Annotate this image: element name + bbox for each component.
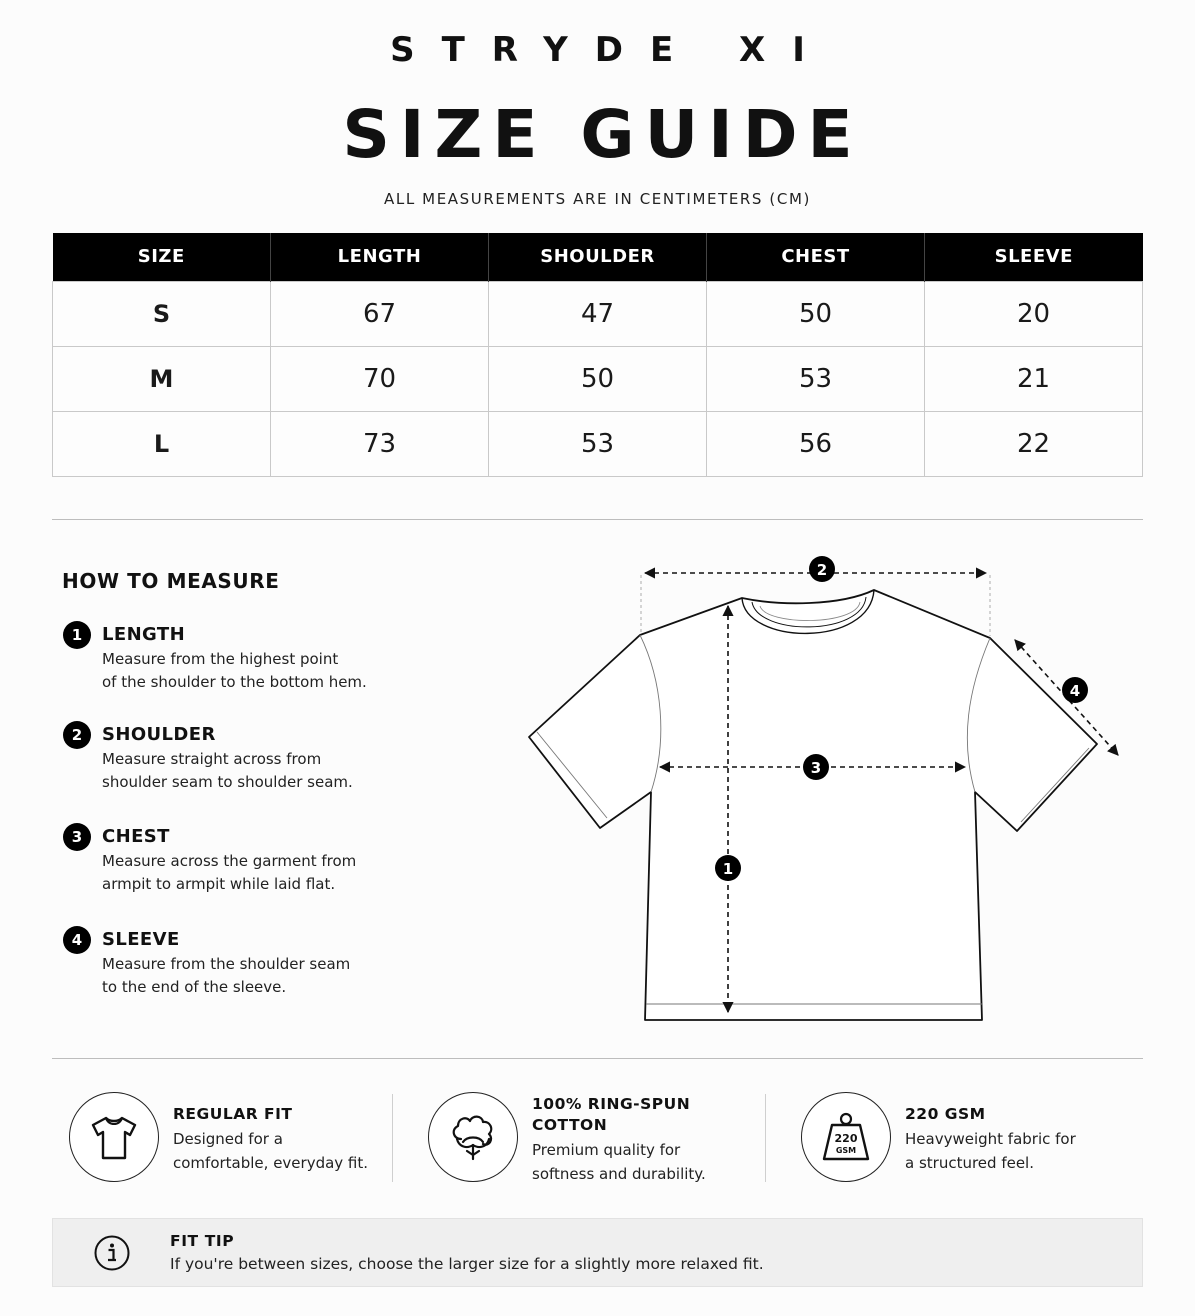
feature-separator bbox=[765, 1094, 766, 1182]
size-label: M bbox=[53, 346, 271, 411]
step-number-badge: 1 bbox=[63, 621, 91, 649]
weight-badge-number: 220 bbox=[834, 1132, 858, 1145]
feature-description bbox=[905, 1127, 1125, 1175]
length-value: 70 bbox=[271, 346, 489, 411]
size-table bbox=[52, 233, 1143, 477]
shoulder-value: 50 bbox=[489, 346, 707, 411]
feature-separator bbox=[392, 1094, 393, 1182]
units-note: ALL MEASUREMENTS ARE IN CENTIMETERS (CM) bbox=[384, 190, 811, 208]
table-row bbox=[53, 281, 1143, 346]
feature-cotton bbox=[428, 1090, 758, 1185]
sleeve-value: 20 bbox=[925, 281, 1143, 346]
marker-badge-1 bbox=[715, 855, 741, 881]
tshirt-measurement-diagram bbox=[520, 548, 1140, 1038]
fit-tip-banner bbox=[52, 1218, 1143, 1287]
step-desc-line: of the shoulder to the bottom hem. bbox=[102, 673, 367, 691]
step-title: SHOULDER bbox=[102, 724, 216, 745]
page-title: SIZE GUIDE bbox=[342, 96, 863, 173]
step-number-badge: 3 bbox=[63, 823, 91, 851]
step-description bbox=[102, 648, 422, 694]
step-desc-line: Measure from the shoulder seam bbox=[102, 955, 351, 973]
feature-gsm bbox=[801, 1090, 1131, 1185]
step-number-badge: 2 bbox=[63, 721, 91, 749]
table-row bbox=[53, 411, 1143, 476]
step-desc-line: Measure from the highest point bbox=[102, 650, 339, 668]
header-size: SIZE bbox=[53, 233, 271, 281]
feature-text bbox=[905, 1104, 1125, 1175]
feature-title bbox=[532, 1094, 762, 1136]
feature-desc-line: softness and durability. bbox=[532, 1165, 706, 1183]
step-desc-line: armpit to armpit while laid flat. bbox=[102, 875, 336, 893]
how-to-measure-title: HOW TO MEASURE bbox=[62, 569, 280, 593]
table-row bbox=[53, 346, 1143, 411]
sleeve-value: 21 bbox=[925, 346, 1143, 411]
step-desc-line: to the end of the sleeve. bbox=[102, 978, 287, 996]
feature-icon-circle bbox=[801, 1092, 891, 1182]
marker-badge-4 bbox=[1062, 677, 1088, 703]
step-description bbox=[102, 748, 422, 794]
feature-desc-line: a structured feel. bbox=[905, 1154, 1034, 1172]
step-desc-line: Measure across the garment from bbox=[102, 852, 357, 870]
step-number-badge: 4 bbox=[63, 926, 91, 954]
cotton-flower-icon bbox=[445, 1109, 501, 1165]
step-length bbox=[63, 621, 423, 691]
shoulder-value: 53 bbox=[489, 411, 707, 476]
step-chest bbox=[63, 823, 423, 893]
table-header-row bbox=[53, 233, 1143, 281]
header-sleeve: SLEEVE bbox=[925, 233, 1143, 281]
header-shoulder: SHOULDER bbox=[489, 233, 707, 281]
feature-desc-line: Premium quality for bbox=[532, 1141, 681, 1159]
feature-description bbox=[532, 1138, 762, 1186]
size-label: L bbox=[53, 411, 271, 476]
fit-tip-text: If you're between sizes, choose the larger size for a slightly more relaxed fit. bbox=[170, 1255, 764, 1273]
svg-text:2: 2 bbox=[816, 561, 828, 579]
feature-title: REGULAR FIT bbox=[173, 1105, 293, 1123]
header-chest: CHEST bbox=[707, 233, 925, 281]
step-description bbox=[102, 953, 422, 999]
step-shoulder bbox=[63, 721, 423, 791]
feature-icon-circle bbox=[69, 1092, 159, 1182]
feature-desc-line: Designed for a bbox=[173, 1130, 283, 1148]
section-divider bbox=[52, 1058, 1143, 1059]
step-title: LENGTH bbox=[102, 624, 186, 645]
feature-text bbox=[532, 1094, 762, 1186]
tshirt-outline-icon bbox=[529, 590, 1097, 1020]
svg-text:4: 4 bbox=[1069, 682, 1081, 700]
feature-description bbox=[173, 1127, 383, 1175]
step-desc-line: shoulder seam to shoulder seam. bbox=[102, 773, 353, 791]
info-icon bbox=[93, 1234, 131, 1272]
shoulder-value: 47 bbox=[489, 281, 707, 346]
feature-icon-circle bbox=[428, 1092, 518, 1182]
weight-icon bbox=[816, 1107, 876, 1167]
chest-value: 56 bbox=[707, 411, 925, 476]
tshirt-icon bbox=[89, 1112, 139, 1162]
feature-text bbox=[173, 1104, 383, 1175]
feature-title-line: 100% RING-SPUN bbox=[532, 1095, 691, 1113]
length-value: 67 bbox=[271, 281, 489, 346]
chest-value: 53 bbox=[707, 346, 925, 411]
marker-badge-2 bbox=[809, 556, 835, 582]
sleeve-value: 22 bbox=[925, 411, 1143, 476]
step-description bbox=[102, 850, 422, 896]
feature-title-line: COTTON bbox=[532, 1116, 608, 1134]
marker-badge-3 bbox=[803, 754, 829, 780]
size-label: S bbox=[53, 281, 271, 346]
step-desc-line: Measure straight across from bbox=[102, 750, 322, 768]
step-title: CHEST bbox=[102, 826, 170, 847]
svg-text:3: 3 bbox=[810, 759, 822, 777]
step-title: SLEEVE bbox=[102, 929, 180, 950]
weight-badge-unit: GSM bbox=[835, 1146, 857, 1155]
fit-tip-title: FIT TIP bbox=[170, 1232, 235, 1250]
brand-name: STRYDE XI bbox=[390, 30, 832, 70]
section-divider bbox=[52, 519, 1143, 520]
feature-desc-line: Heavyweight fabric for bbox=[905, 1130, 1076, 1148]
feature-regular-fit bbox=[69, 1090, 389, 1185]
svg-text:1: 1 bbox=[722, 860, 734, 878]
feature-desc-line: comfortable, everyday fit. bbox=[173, 1154, 369, 1172]
feature-title: 220 GSM bbox=[905, 1105, 986, 1123]
chest-value: 50 bbox=[707, 281, 925, 346]
step-sleeve bbox=[63, 926, 423, 996]
header-length: LENGTH bbox=[271, 233, 489, 281]
length-value: 73 bbox=[271, 411, 489, 476]
